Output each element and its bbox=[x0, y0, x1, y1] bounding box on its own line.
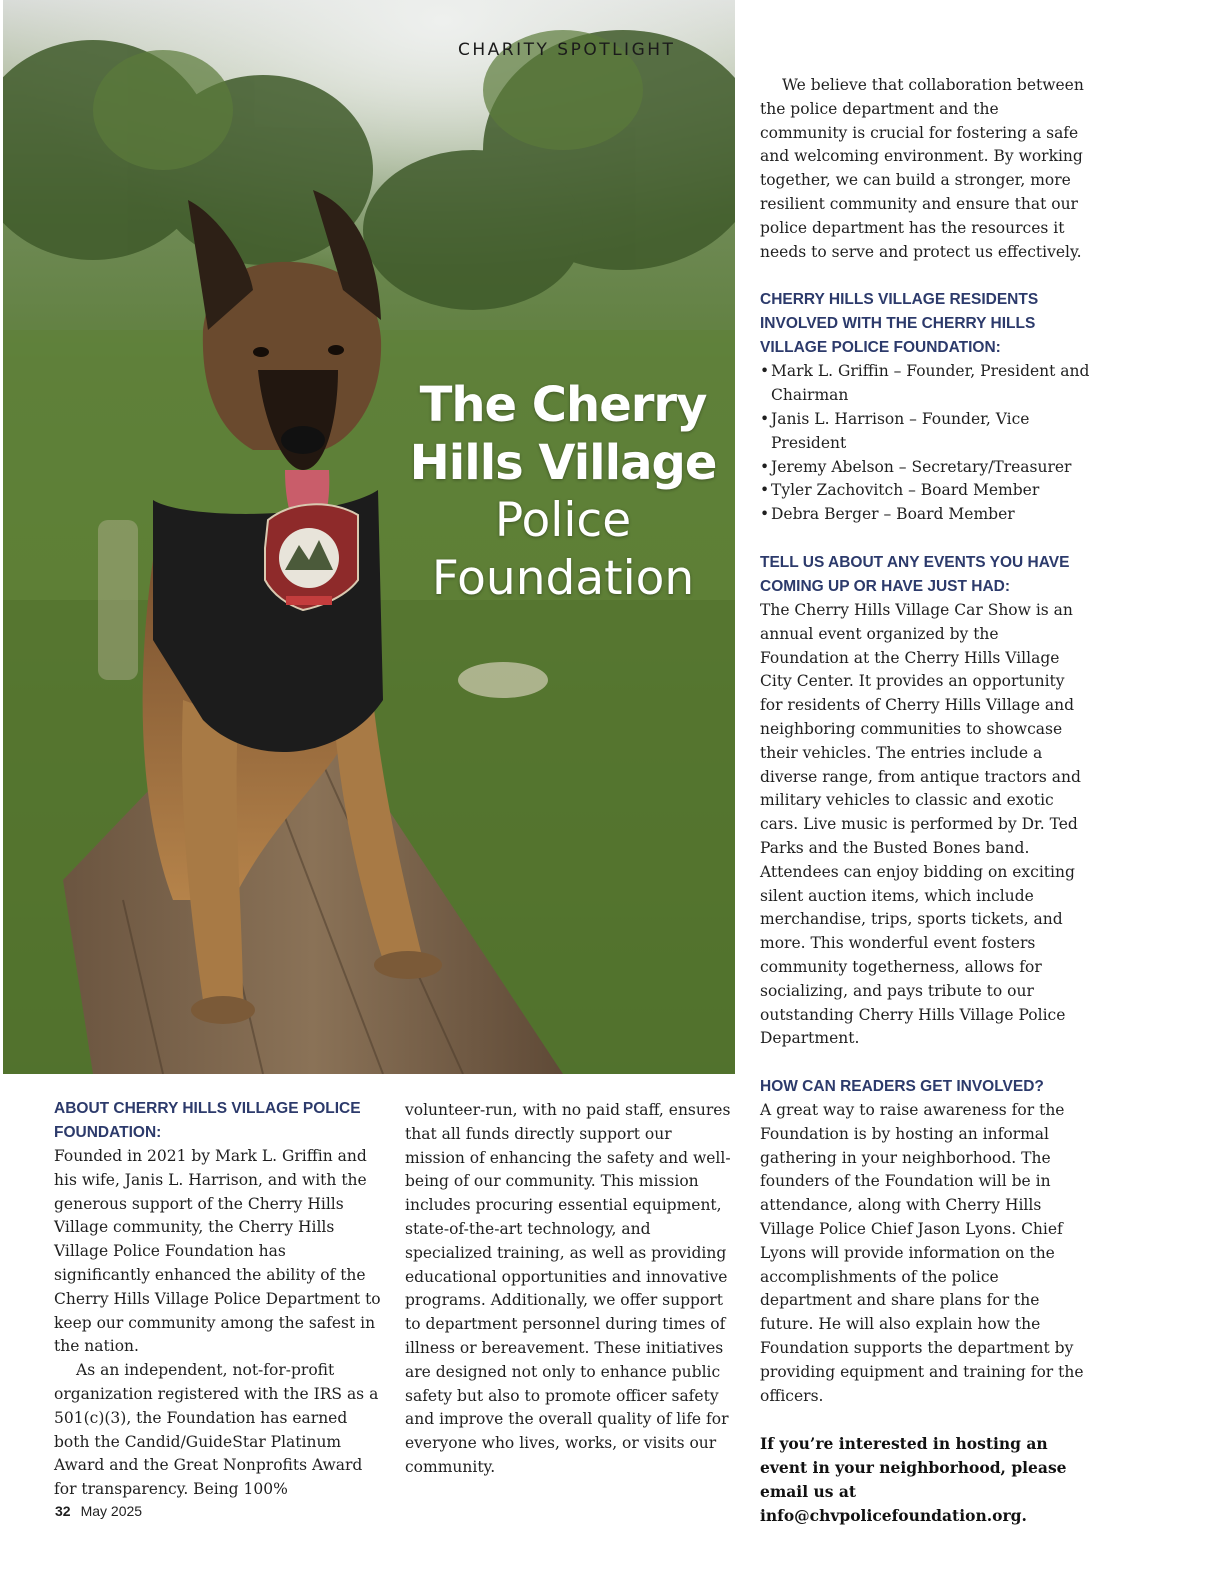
page-number: 32 bbox=[55, 1503, 71, 1519]
article-headline bbox=[403, 376, 723, 608]
email-callout: If you’re interested in hosting an event in your neighborhood, please email us at info@chvpolicefoundation.org. bbox=[760, 1434, 1067, 1525]
involved-heading: HOW CAN READERS GET INVOLVED? bbox=[760, 1078, 1044, 1096]
about-column bbox=[54, 1097, 384, 1502]
events-paragraph: The Cherry Hills Village Car Show is an annual event organized by the Foundation at the Cherry Hills Village City Center. It provides an opportunity for residents of Cherry Hills Village and neighboring communities to showcase their vehicles. The entries include a diverse range, from antique tractors and military vehicles to classic and exotic cars. Live music is performed by Dr. Ted Parks and the Busted Bones band. Attendees can enjoy bidding on exciting silent auction items, which include merchandise, trips, sports tickets, and more. This wonderful event fosters community togetherness, allows for socializing, and pays tribute to our outstanding Cherry Hills Village Police Department. bbox=[760, 600, 1081, 1048]
residents-heading: CHERRY HILLS VILLAGE RESIDENTS INVOLVED WITH THE CHERRY HILLS VILLAGE POLICE FOUNDATION: bbox=[760, 291, 1039, 357]
about-paragraph-2: As an independent, not-for-profit organization registered with the IRS as a 501(c)(3), the Foundation has earned both the Candid/GuideStar Platinum Award and the Great Nonprofits Award for transparency. Being 100% bbox=[54, 1361, 379, 1499]
right-column bbox=[760, 74, 1090, 1528]
hero-photo bbox=[3, 0, 735, 1074]
about-paragraph-1: Founded in 2021 by Mark L. Griffin and his wife, Janis L. Harrison, and with the generous support of the Cherry Hills Village community, the Cherry Hills Village Police Foundation has significantly enhanced the ability of the Cherry Hills Village Police Department to keep our community among the safest in the nation. bbox=[54, 1147, 381, 1356]
police-patch-icon bbox=[265, 504, 358, 610]
about-paragraph-3: volunteer-run, with no paid staff, ensures that all funds directly support our mission of enhancing the safety and well-being of our community. This mission includes procuring essential equipment, state-of-the-art technology, and specialized training, as well as providing educational opportunities and innovative programs. Additionally, we offer support to department personnel during times of illness or bereavement. These initiatives are designed not only to enhance public safety but also to promote officer safety and improve the overall quality of life for everyone who lives, works, or visits our community. bbox=[405, 1101, 731, 1476]
page-footer bbox=[55, 1503, 142, 1519]
section-kicker: CHARITY SPOTLIGHT bbox=[458, 40, 676, 60]
headline-line-2: Hills Village bbox=[409, 435, 717, 491]
involved-paragraph: A great way to raise awareness for the Foundation is by hosting an informal gathering in your neighborhood. The founders of the Foundation will be in attendance, along with Cherry Hills Village Police Chief Jason Lyons. Chief Lyons will provide information on the accomplishments of the police department and share plans for the future. He will also explain how the Foundation supports the department by providing equipment and training for the officers. bbox=[760, 1101, 1084, 1405]
headline-line-4: Foundation bbox=[431, 551, 695, 606]
about-heading: ABOUT CHERRY HILLS VILLAGE POLICE FOUNDATION: bbox=[54, 1100, 361, 1141]
board-member: • Jeremy Abelson – Secretary/Treasurer bbox=[760, 456, 1090, 480]
board-member-list bbox=[760, 360, 1090, 527]
events-heading: TELL US ABOUT ANY EVENTS YOU HAVE COMING UP OR HAVE JUST HAD: bbox=[760, 553, 1070, 595]
board-member: • Debra Berger – Board Member bbox=[760, 503, 1090, 527]
board-member: • Tyler Zachovitch – Board Member bbox=[760, 479, 1090, 503]
intro-paragraph: We believe that collaboration between the police department and the community is crucial for fostering a safe and welcoming environment. By working together, we can build a stronger, more resilient community and ensure that our police department has the resources it needs to serve and protect us effectively. bbox=[760, 76, 1084, 261]
board-member: • Janis L. Harrison – Founder, Vice President bbox=[760, 408, 1090, 456]
headline-line-1: The Cherry bbox=[419, 377, 707, 433]
issue-date: May 2025 bbox=[80, 1503, 143, 1519]
headline-line-3: Police bbox=[494, 493, 632, 548]
board-member: • Mark L. Griffin – Founder, President and Chairman bbox=[760, 360, 1090, 408]
about-continued-column bbox=[405, 1099, 735, 1480]
